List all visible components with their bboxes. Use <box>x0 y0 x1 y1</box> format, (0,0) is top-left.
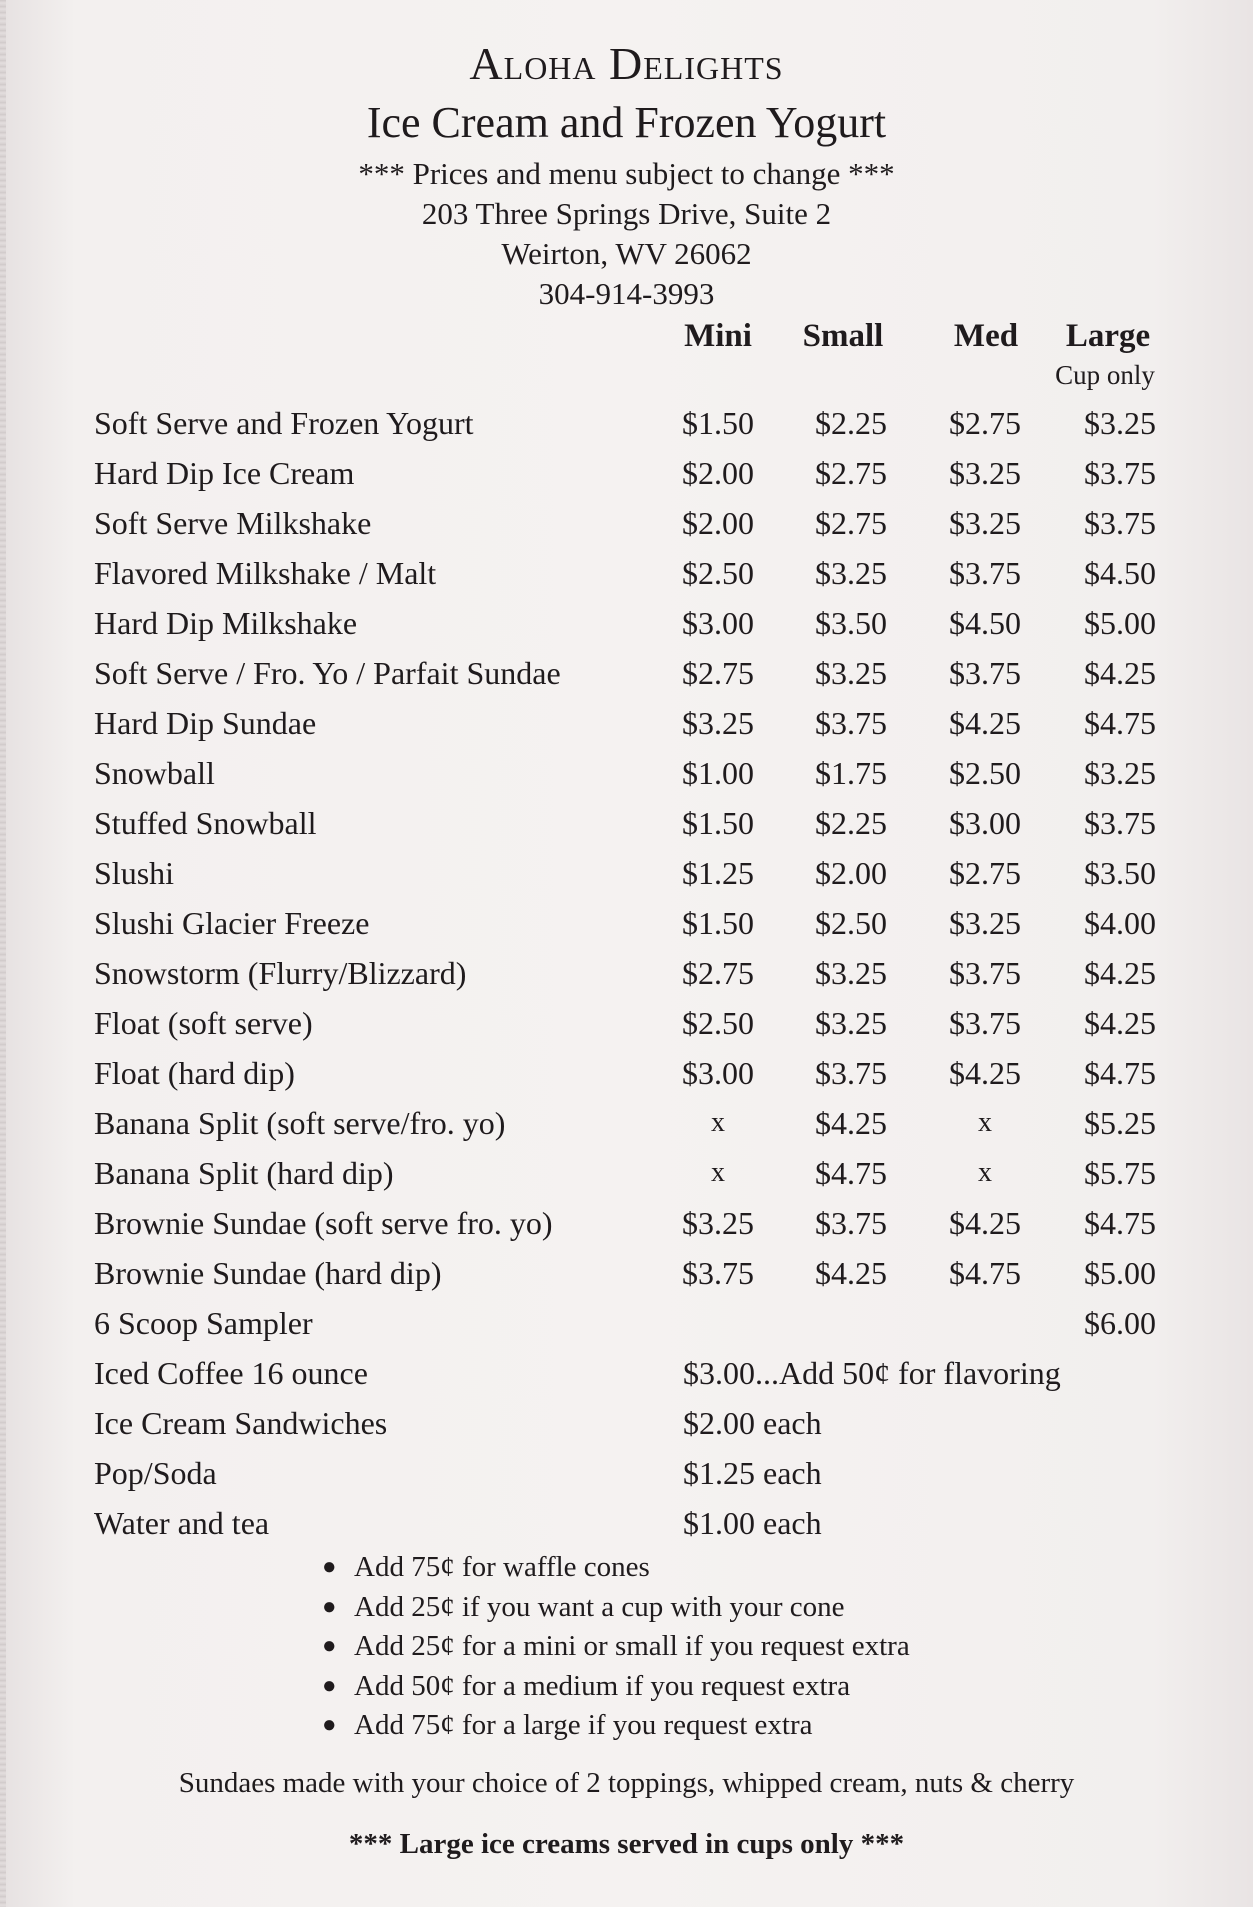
menu-item-name: Banana Split (soft serve/fro. yo) <box>94 1105 506 1141</box>
price-med: $2.75 <box>949 405 1021 441</box>
menu-row <box>0 1048 1253 1098</box>
note-item <box>318 1706 910 1746</box>
menu-row <box>0 898 1253 948</box>
price-mini: $1.50 <box>682 805 754 841</box>
price-large: $3.75 <box>1084 455 1156 491</box>
bullet-icon: ● <box>322 1633 337 1659</box>
price-large: $4.25 <box>1084 955 1156 991</box>
price-small: $2.75 <box>815 455 887 491</box>
price-med: $3.75 <box>949 555 1021 591</box>
price-large: $3.50 <box>1084 855 1156 891</box>
menu-row <box>0 448 1253 498</box>
price-mini: x <box>711 1157 725 1188</box>
menu-item-name: Brownie Sundae (soft serve fro. yo) <box>94 1205 553 1241</box>
price-mini: $3.00 <box>682 605 754 641</box>
price-large: $3.25 <box>1084 405 1156 441</box>
menu-row <box>0 748 1253 798</box>
note-item <box>318 1588 910 1628</box>
price-small: $3.75 <box>815 1205 887 1241</box>
address-street: 203 Three Springs Drive, Suite 2 <box>421 196 832 231</box>
price-small: $2.75 <box>815 505 887 541</box>
item-price: $1.25 each <box>683 1455 822 1491</box>
price-med: $2.75 <box>949 855 1021 891</box>
menu-row <box>0 998 1253 1048</box>
menu-item-name: Pop/Soda <box>94 1455 217 1491</box>
menu-item-name: Iced Coffee 16 ounce <box>94 1355 368 1391</box>
menu-row <box>0 498 1253 548</box>
price-mini: $1.25 <box>682 855 754 891</box>
menu-row <box>0 1248 1253 1298</box>
menu-item-name: Hard Dip Ice Cream <box>94 455 355 491</box>
menu-item-name: Hard Dip Sundae <box>94 705 317 741</box>
price-small: $2.25 <box>815 805 887 841</box>
price-large: $4.25 <box>1084 655 1156 691</box>
menu-row <box>0 648 1253 698</box>
price-large: $4.75 <box>1084 705 1156 741</box>
extra-item-row <box>0 1498 1253 1548</box>
price-small: $3.25 <box>815 555 887 591</box>
price-mini: $1.00 <box>682 755 754 791</box>
price-large: $3.75 <box>1084 805 1156 841</box>
menu-item-name: Slushi Glacier Freeze <box>94 905 370 941</box>
menu-item-name: Soft Serve and Frozen Yogurt <box>94 405 474 441</box>
menu-row <box>0 398 1253 448</box>
price-mini: $2.50 <box>682 555 754 591</box>
menu-item-name: Ice Cream Sandwiches <box>94 1405 388 1441</box>
price-med: $4.75 <box>949 1255 1021 1291</box>
menu-row <box>0 548 1253 598</box>
menu-row <box>0 1098 1253 1148</box>
price-small: $4.25 <box>815 1105 887 1141</box>
bullet-icon: ● <box>322 1672 337 1699</box>
price-med: x <box>978 1107 992 1138</box>
menu-row <box>0 1298 1253 1348</box>
price-med: $3.75 <box>949 955 1021 991</box>
price-large: $3.25 <box>1084 755 1156 791</box>
bullet-icon: ● <box>322 1593 337 1620</box>
price-small: $3.25 <box>815 955 887 991</box>
bullet-icon: ● <box>322 1712 337 1738</box>
price-mini: $2.00 <box>682 455 754 491</box>
price-mini: $3.75 <box>682 1255 754 1291</box>
column-header-med: Med <box>953 318 1019 354</box>
price-small: $3.75 <box>815 705 887 741</box>
menu-row <box>0 798 1253 848</box>
menu-row <box>0 1148 1253 1198</box>
large-cup-only-note: Cup only <box>1055 360 1155 390</box>
price-med: $3.00 <box>949 805 1021 841</box>
column-header-small: Small <box>802 318 884 354</box>
price-mini: $3.25 <box>682 705 754 741</box>
menu-row <box>0 848 1253 898</box>
price-large: $5.00 <box>1084 1255 1156 1291</box>
column-header-large: Large <box>1065 318 1151 354</box>
price-med: x <box>978 1157 992 1188</box>
menu-row <box>0 1198 1253 1248</box>
menu-item-name: Hard Dip Milkshake <box>94 605 358 641</box>
price-med: $4.50 <box>949 605 1021 641</box>
note-item <box>318 1667 910 1707</box>
note-item <box>318 1548 910 1588</box>
price-small: $3.25 <box>815 1005 887 1041</box>
price-med: $2.50 <box>949 755 1021 791</box>
sundae-toppings-note: Sundaes made with your choice of 2 toppings, whipped cream, nuts & cherry <box>178 1767 1075 1799</box>
menu-item-name: Banana Split (hard dip) <box>94 1155 394 1191</box>
price-large: $3.75 <box>1084 505 1156 541</box>
menu-item-name: Float (hard dip) <box>94 1055 295 1091</box>
price-mini: $1.50 <box>682 905 754 941</box>
menu-item-name: Stuffed Snowball <box>94 805 317 841</box>
menu-item-name: Float (soft serve) <box>94 1005 313 1041</box>
price-mini: $2.75 <box>682 955 754 991</box>
menu-item-name: 6 Scoop Sampler <box>94 1305 313 1341</box>
price-mini: $2.00 <box>682 505 754 541</box>
price-small: $4.75 <box>815 1155 887 1191</box>
menu-item-name: Snowstorm (Flurry/Blizzard) <box>94 955 467 991</box>
price-mini: $2.50 <box>682 1005 754 1041</box>
price-small: $2.00 <box>815 855 887 891</box>
item-price: $2.00 each <box>683 1405 822 1441</box>
store-subtitle: Ice Cream and Frozen Yogurt <box>366 98 887 147</box>
price-large: $4.75 <box>1084 1055 1156 1091</box>
add-on-notes <box>318 1548 910 1746</box>
menu-item-name: Flavored Milkshake / Malt <box>94 555 437 591</box>
price-large: $5.25 <box>1084 1105 1156 1141</box>
price-small: $4.25 <box>815 1255 887 1291</box>
address-city: Weirton, WV 26062 <box>501 236 752 271</box>
price-large: $4.75 <box>1084 1205 1156 1241</box>
note-text: Add 75¢ for waffle cones <box>354 1551 650 1583</box>
menu-row <box>0 948 1253 998</box>
phone-number: 304-914-3993 <box>538 276 715 311</box>
price-large: $4.50 <box>1084 555 1156 591</box>
price-large: $5.00 <box>1084 605 1156 641</box>
menu-item-name: Soft Serve / Fro. Yo / Parfait Sundae <box>94 655 561 691</box>
extra-item-row <box>0 1398 1253 1448</box>
column-header-mini: Mini <box>684 318 752 354</box>
price-large: $4.00 <box>1084 905 1156 941</box>
price-med: $3.25 <box>949 455 1021 491</box>
price-mini: $3.00 <box>682 1055 754 1091</box>
price-small: $2.25 <box>815 405 887 441</box>
menu-item-name: Brownie Sundae (hard dip) <box>94 1255 442 1291</box>
note-text: Add 75¢ for a large if you request extra <box>354 1709 813 1741</box>
menu-item-name: Soft Serve Milkshake <box>94 505 372 541</box>
price-med: $3.25 <box>949 505 1021 541</box>
menu-row <box>0 698 1253 748</box>
note-text: Add 50¢ for a medium if you request extra <box>354 1669 851 1702</box>
price-med: $4.25 <box>949 1055 1021 1091</box>
price-large: $5.75 <box>1084 1155 1156 1191</box>
price-med: $3.75 <box>949 655 1021 691</box>
price-small: $3.75 <box>815 1055 887 1091</box>
price-mini: x <box>711 1107 725 1138</box>
price-large: $4.25 <box>1084 1005 1156 1041</box>
bullet-icon: ● <box>322 1554 337 1580</box>
price-mini: $1.50 <box>682 405 754 441</box>
price-large: $6.00 <box>1084 1305 1156 1341</box>
price-med: $4.25 <box>949 705 1021 741</box>
large-cups-only-note: *** Large ice creams served in cups only *** <box>348 1828 905 1860</box>
item-price: $1.00 each <box>683 1505 822 1541</box>
price-small: $1.75 <box>815 755 887 791</box>
price-disclaimer: *** Prices and menu subject to change *** <box>358 156 895 191</box>
menu-row <box>0 598 1253 648</box>
extra-item-row <box>0 1448 1253 1498</box>
menu-item-name: Water and tea <box>94 1505 270 1541</box>
price-small: $3.25 <box>815 655 887 691</box>
price-med: $4.25 <box>949 1205 1021 1241</box>
menu-item-name: Slushi <box>94 855 175 891</box>
price-small: $3.50 <box>815 605 887 641</box>
menu-item-name: Snowball <box>94 755 215 791</box>
price-med: $3.25 <box>949 905 1021 941</box>
note-text: Add 25¢ for a mini or small if you request extra <box>354 1630 910 1662</box>
store-name: Aloha Delights <box>469 38 784 89</box>
price-small: $2.50 <box>815 905 887 941</box>
note-item <box>318 1627 910 1667</box>
note-text: Add 25¢ if you want a cup with your cone <box>354 1590 845 1623</box>
extra-item-row <box>0 1348 1253 1398</box>
price-mini: $2.75 <box>682 655 754 691</box>
price-mini: $3.25 <box>682 1205 754 1241</box>
price-med: $3.75 <box>949 1005 1021 1041</box>
item-price: $3.00...Add 50¢ for flavoring <box>683 1355 1061 1391</box>
